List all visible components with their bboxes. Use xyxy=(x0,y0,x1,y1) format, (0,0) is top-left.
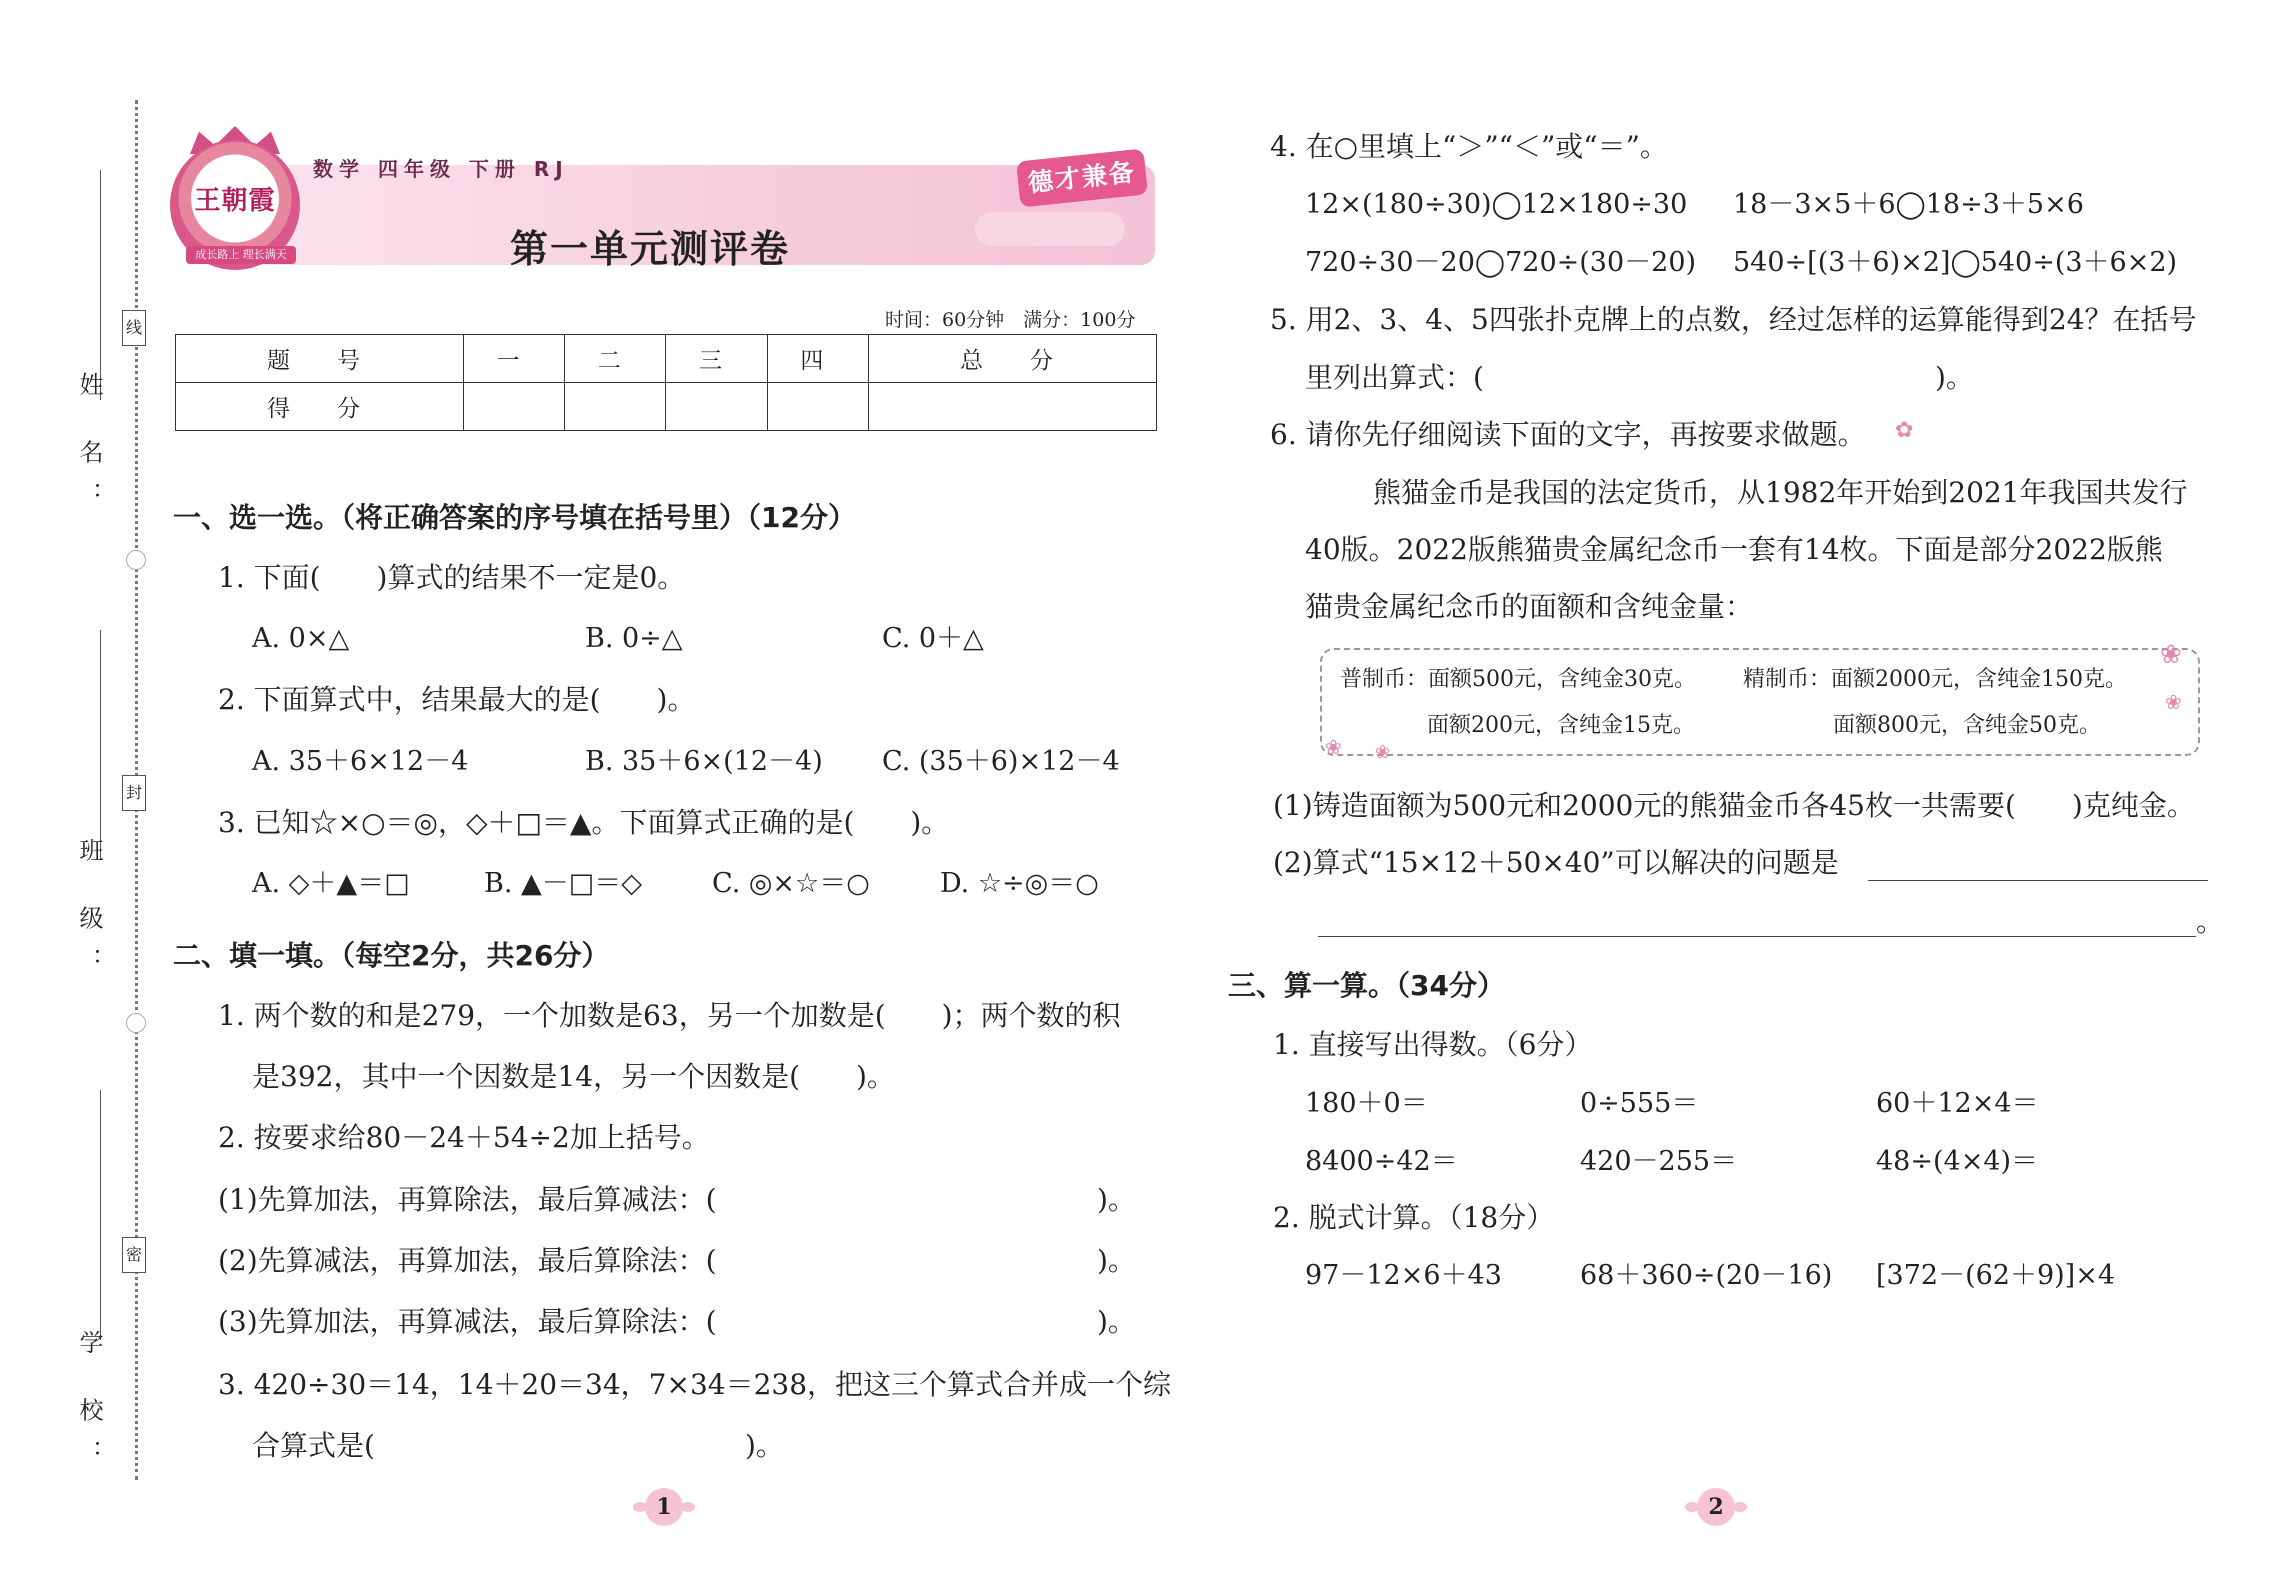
flower-icon: ❀ xyxy=(2160,640,2182,670)
score-input-cell[interactable] xyxy=(767,383,868,431)
page-title: 第一单元测评卷 xyxy=(510,227,791,271)
fill-1-line-2: 是392，其中一个因数是14，另一个因数是( )。 xyxy=(252,1060,895,1093)
fill-6-stem: 6. 请你先仔细阅读下面的文字，再按要求做题。 xyxy=(1270,418,1866,451)
cloud-decoration xyxy=(975,212,1125,246)
passage-line-2: 40版。2022版熊猫贵金属纪念币一套有14枚。下面是部分2022版熊 xyxy=(1305,533,2163,566)
score-table-header-row xyxy=(176,335,1157,383)
calc-item: 180＋0＝ xyxy=(1305,1088,1428,1119)
section-2-heading: 二、填一填。（每空2分，共26分） xyxy=(173,939,610,972)
question-6-2: (2)算式“15×12＋50×40”可以解决的问题是 xyxy=(1273,846,1839,879)
brand-ribbon: 成长路上 理长满天 xyxy=(186,246,296,264)
fill-5-line-1: 5. 用2、3、4、5四张扑克牌上的点数，经过怎样的运算能得到24？在括号 xyxy=(1270,303,2197,336)
answer-close: )。 xyxy=(745,1429,784,1462)
option-b[interactable]: B. ▲－□＝◇ xyxy=(484,868,643,899)
fill-2-part-2: (2)先算减法，再算加法，最后算除法：( xyxy=(218,1244,717,1277)
score-table xyxy=(175,334,1157,431)
coin-info-3: 面额200元，含纯金15克。 xyxy=(1427,713,1695,738)
school-label: 学 校： xyxy=(75,1330,103,1482)
option-d[interactable]: D. ☆÷◎＝○ xyxy=(940,868,1099,899)
section-1-heading: 一、选一选。（将正确答案的序号填在括号里）（12分） xyxy=(173,501,856,534)
calc-item: 97－12×6＋43 xyxy=(1305,1260,1502,1291)
score-input-cell[interactable] xyxy=(463,383,564,431)
fill-2-part-3: (3)先算加法，再算减法，最后算除法：( xyxy=(218,1305,717,1338)
table-cell: 总 分 xyxy=(869,335,1157,383)
motto-badge: 德才兼备 xyxy=(1016,148,1148,207)
table-cell: 二 xyxy=(565,335,666,383)
page-number: 2 xyxy=(1697,1488,1735,1526)
page-number: 1 xyxy=(645,1488,683,1526)
flower-icon: ❀ xyxy=(2165,690,2182,714)
name-underline xyxy=(100,170,101,400)
fill-5-line-2: 里列出算式：( xyxy=(1305,361,1484,394)
brand-logo-text: 王朝霞 xyxy=(194,186,276,216)
score-input-cell[interactable] xyxy=(666,383,767,431)
question-6-1: (1)铸造面额为500元和2000元的熊猫金币各45枚一共需要( )克纯金。 xyxy=(1273,789,2195,822)
fill-2-part-1: (1)先算加法，再算除法，最后算减法：( xyxy=(218,1183,717,1216)
seal-tag-secret: 密 xyxy=(122,1237,146,1273)
calc-2-stem: 2. 脱式计算。（18分） xyxy=(1273,1201,1555,1234)
answer-line[interactable] xyxy=(1868,880,2208,881)
answer-close: )。 xyxy=(1097,1305,1136,1338)
question-1-1: 1. 下面( )算式的结果不一定是0。 xyxy=(218,561,686,594)
table-cell: 三 xyxy=(666,335,767,383)
subject-line: 数学 四年级 下册 RJ xyxy=(313,157,569,181)
end-mark: 。 xyxy=(2196,905,2225,938)
seal-tag-seal: 封 xyxy=(122,775,146,811)
answer-close: )。 xyxy=(1097,1183,1136,1216)
coin-info-1: 普制币：面额500元，含纯金30克。 xyxy=(1340,667,1696,692)
table-cell: 题 号 xyxy=(176,335,464,383)
class-label: 班 级： xyxy=(75,838,103,990)
calc-item: 420－255＝ xyxy=(1580,1146,1738,1177)
option-c[interactable]: C. 0＋△ xyxy=(882,623,984,654)
question-1-2: 2. 下面算式中，结果最大的是( )。 xyxy=(218,683,696,716)
table-cell: 四 xyxy=(767,335,868,383)
answer-close: )。 xyxy=(1097,1244,1136,1277)
passage-line-3: 猫贵金属纪念币的面额和含纯金量： xyxy=(1305,590,1754,623)
coin-info-2: 精制币：面额2000元，含纯金150克。 xyxy=(1743,667,2127,692)
calc-1-stem: 1. 直接写出得数。（6分） xyxy=(1273,1028,1593,1061)
compare-expression: 540÷[(3＋6)×2]◯540÷(3＋6×2) xyxy=(1733,247,2178,278)
flower-icon: ✿ xyxy=(1895,418,1914,443)
option-a[interactable]: A. 35＋6×12－4 xyxy=(252,746,469,777)
calc-item: 0÷555＝ xyxy=(1580,1088,1699,1119)
compare-expression: 12×(180÷30)◯12×180÷30 xyxy=(1305,189,1688,220)
fill-4-stem: 4. 在○里填上“＞”“＜”或“＝”。 xyxy=(1270,130,1668,163)
option-b[interactable]: B. 0÷△ xyxy=(585,623,683,654)
option-a[interactable]: A. 0×△ xyxy=(252,623,350,654)
option-c[interactable]: C. (35＋6)×12－4 xyxy=(882,746,1120,777)
question-1-3: 3. 已知☆×○＝◎，◇＋□＝▲。下面算式正确的是( )。 xyxy=(218,806,950,839)
fill-2-stem: 2. 按要求给80－24＋54÷2加上括号。 xyxy=(218,1121,710,1154)
passage-line-1: 熊猫金币是我国的法定货币，从1982年开始到2021年我国共发行 xyxy=(1373,476,2188,509)
coin-info-4: 面额800元，含纯金50克。 xyxy=(1833,713,2101,738)
option-b[interactable]: B. 35＋6×(12－4) xyxy=(585,746,823,777)
seal-tag-line: 线 xyxy=(122,310,146,346)
calc-item: 48÷(4×4)＝ xyxy=(1876,1146,2039,1177)
compare-expression: 18－3×5＋6◯18÷3＋5×6 xyxy=(1733,189,2084,220)
option-c[interactable]: C. ◎×☆＝○ xyxy=(712,868,870,899)
fill-3-line-2: 合算式是( xyxy=(252,1429,375,1462)
binding-hole-icon xyxy=(126,1013,146,1033)
fill-1-line-1: 1. 两个数的和是279，一个加数是63，另一个加数是( )；两个数的积 xyxy=(218,999,1121,1032)
answer-line[interactable] xyxy=(1318,936,2196,937)
calc-item: 8400÷42＝ xyxy=(1305,1146,1458,1177)
compare-expression: 720÷30－20◯720÷(30－20) xyxy=(1305,247,1697,278)
score-input-cell[interactable] xyxy=(869,383,1157,431)
fill-3-line-1: 3. 420÷30＝14，14＋20＝34，7×34＝238，把这三个算式合并成一个综 xyxy=(218,1368,1172,1401)
score-input-cell[interactable] xyxy=(565,383,666,431)
time-score-info: 时间：60分钟 满分：100分 xyxy=(885,309,1136,331)
option-a[interactable]: A. ◇＋▲＝□ xyxy=(252,868,410,899)
calc-item: 68＋360÷(20－16) xyxy=(1580,1260,1833,1291)
binding-hole-icon xyxy=(126,550,146,570)
flower-icon: ❀ xyxy=(1375,742,1391,763)
name-label: 姓 名： xyxy=(75,372,103,524)
calc-item: [372－(62＋9)]×4 xyxy=(1876,1260,2116,1291)
school-underline xyxy=(100,1090,101,1340)
table-cell: 得 分 xyxy=(176,383,464,431)
section-3-heading: 三、算一算。（34分） xyxy=(1228,969,1505,1002)
class-underline xyxy=(100,630,101,860)
table-cell: 一 xyxy=(463,335,564,383)
calc-item: 60＋12×4＝ xyxy=(1876,1088,2039,1119)
flower-icon: ❀ xyxy=(1325,735,1342,759)
score-table-score-row xyxy=(176,383,1157,431)
answer-close: )。 xyxy=(1935,361,1974,394)
